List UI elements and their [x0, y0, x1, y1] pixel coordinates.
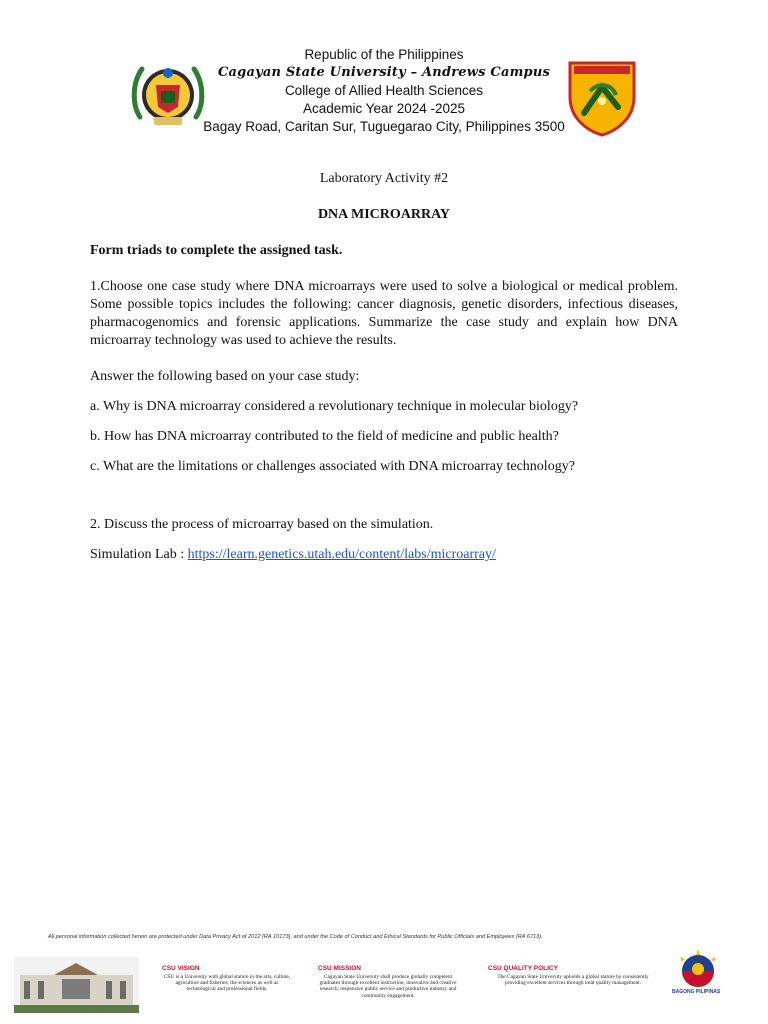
vision-text: CSU is a University with global stature in the arts, culture, agriculture and fisheries, the sciences as well as technological and professional fields.	[163, 974, 291, 993]
csu-seal-logo	[128, 55, 208, 135]
csu-quality-policy	[488, 965, 658, 986]
mission-title: CSU MISSION	[318, 965, 361, 972]
activity-label: Laboratory Activity #2	[319, 171, 449, 186]
policy-title: CSU QUALITY POLICY	[488, 965, 558, 972]
mission-text: Cagayan State University shall produce globally competent graduates through excellent instruction, innovative and creative research, responsive public service and productive industry and community engagement.	[319, 974, 457, 999]
csu-mission	[318, 965, 458, 999]
campus-building-image	[14, 957, 139, 1013]
question-b: b. How has DNA microarray contributed to the field of medicine and public health?	[90, 429, 559, 444]
simulation-label: Simulation Lab :	[90, 547, 188, 562]
university-name: Cagayan State University – Andrews Campus	[218, 65, 550, 80]
address-line: Bagay Road, Caritan Sur, Tuguegarao City, Philippines 3500	[203, 119, 565, 134]
csu-vision	[162, 965, 292, 993]
document-title: DNA MICROARRAY	[317, 207, 451, 222]
instruction: Form triads to complete the assigned task.	[90, 243, 343, 258]
policy-text: The Cagayan State University upholds a global stature by consistently providing excellent services through total quality management.	[497, 974, 649, 987]
college-name: College of Allied Health Sciences	[284, 83, 484, 98]
privacy-notice: All personal information collected herein are protected under Data Privacy Act of 2012 (RA 10173), and under the Code of Conduct and Ethical Standards for Public Officials and Employees (RA 6713).	[48, 934, 543, 940]
vision-title: CSU VISION	[162, 965, 200, 972]
bagong-pilipinas-text: BAGONG PILIPINAS	[672, 989, 721, 995]
task-item-1: 1.Choose one case study where DNA microarrays were used to solve a biological or medical problem. Some possible topics includes the following: cancer diagnosis, genetic disorders, infectious diseases, pharmacogenomics and forensic applications. Summarize the case study and explain how DNA microarray technology was used to achieve the results.	[90, 279, 678, 348]
answer-prompt: Answer the following based on your case study:	[90, 369, 360, 384]
question-c: c. What are the limitations or challenges associated with DNA microarray technology?	[90, 459, 575, 474]
document-body	[90, 170, 678, 564]
bagong-pilipinas-logo	[672, 947, 724, 989]
academic-year: Academic Year 2024 -2025	[302, 101, 466, 116]
simulation-link[interactable]: https://learn.genetics.utah.edu/content/labs/microarray/	[187, 547, 496, 562]
country-line: Republic of the Philippines	[304, 47, 464, 62]
question-a: a. Why is DNA microarray considered a revolutionary technique in molecular biology?	[90, 399, 579, 414]
footer	[0, 945, 768, 1024]
simulation-line	[90, 546, 678, 564]
task-item-2: 2. Discuss the process of microarray based on the simulation.	[90, 517, 434, 532]
letterhead-text	[200, 46, 568, 136]
letterhead	[0, 0, 768, 150]
allied-health-shield-logo	[566, 57, 638, 137]
